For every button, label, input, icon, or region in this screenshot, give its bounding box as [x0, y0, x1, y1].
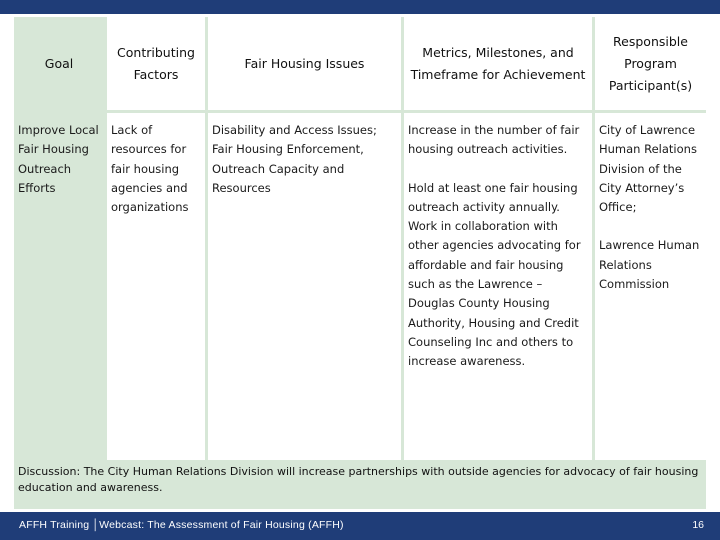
metric-item: Hold at least one fair housing outreach activity annually. Work in collaboration with other agencies advocating for affordable and fair housing such as the Lawrence – Douglas County Housing Authority, Housing and Credit Counseling Inc and others to increase awareness. [408, 180, 581, 369]
footer-bar [0, 512, 720, 540]
header-contributing-factors-label: Contributing Factors [117, 44, 195, 82]
metric-item: Increase in the number of fair housing outreach activities. [408, 123, 580, 157]
fair-housing-goals-table [14, 17, 706, 460]
header-goal-label: Goal [44, 55, 74, 71]
cell-fair-housing-issues [208, 113, 401, 460]
discussion-note [14, 460, 706, 509]
cell-goal [14, 113, 104, 460]
header-metrics [404, 17, 592, 110]
responsible-item: Lawrence Human Relations Commission [599, 238, 700, 292]
header-contributing-factors [107, 17, 205, 110]
header-goal [14, 17, 104, 110]
top-banner [0, 0, 720, 14]
header-fair-housing-issues [208, 17, 401, 110]
header-metrics-label: Metrics, Milestones, and Timeframe for Achievement [410, 44, 586, 82]
goal-text: Improve Local Fair Housing Outreach Efforts [18, 123, 99, 195]
cell-contributing-factors [107, 113, 205, 460]
discussion-text: Discussion: The City Human Relations Division will increase partnerships with outside agencies for advocacy of fair housing education and awareness. [18, 465, 699, 494]
fair-housing-issues-text: Disability and Access Issues; Fair Housing Enforcement, Outreach Capacity and Resources [212, 123, 377, 195]
footer-title: AFFH Training │Webcast: The Assessment of Fair Housing (AFFH) [19, 519, 344, 531]
header-responsible [595, 17, 706, 110]
cell-metrics [404, 113, 592, 460]
page-number: 16 [692, 519, 704, 531]
header-fair-housing-issues-label: Fair Housing Issues [244, 55, 365, 71]
contributing-factors-text: Lack of resources for fair housing agencies and organizations [111, 123, 189, 215]
responsible-item: City of Lawrence Human Relations Division of the City Attorney’s Office; [599, 123, 697, 215]
header-responsible-label: Responsible Program Participant(s) [608, 33, 693, 93]
cell-responsible [595, 113, 706, 460]
